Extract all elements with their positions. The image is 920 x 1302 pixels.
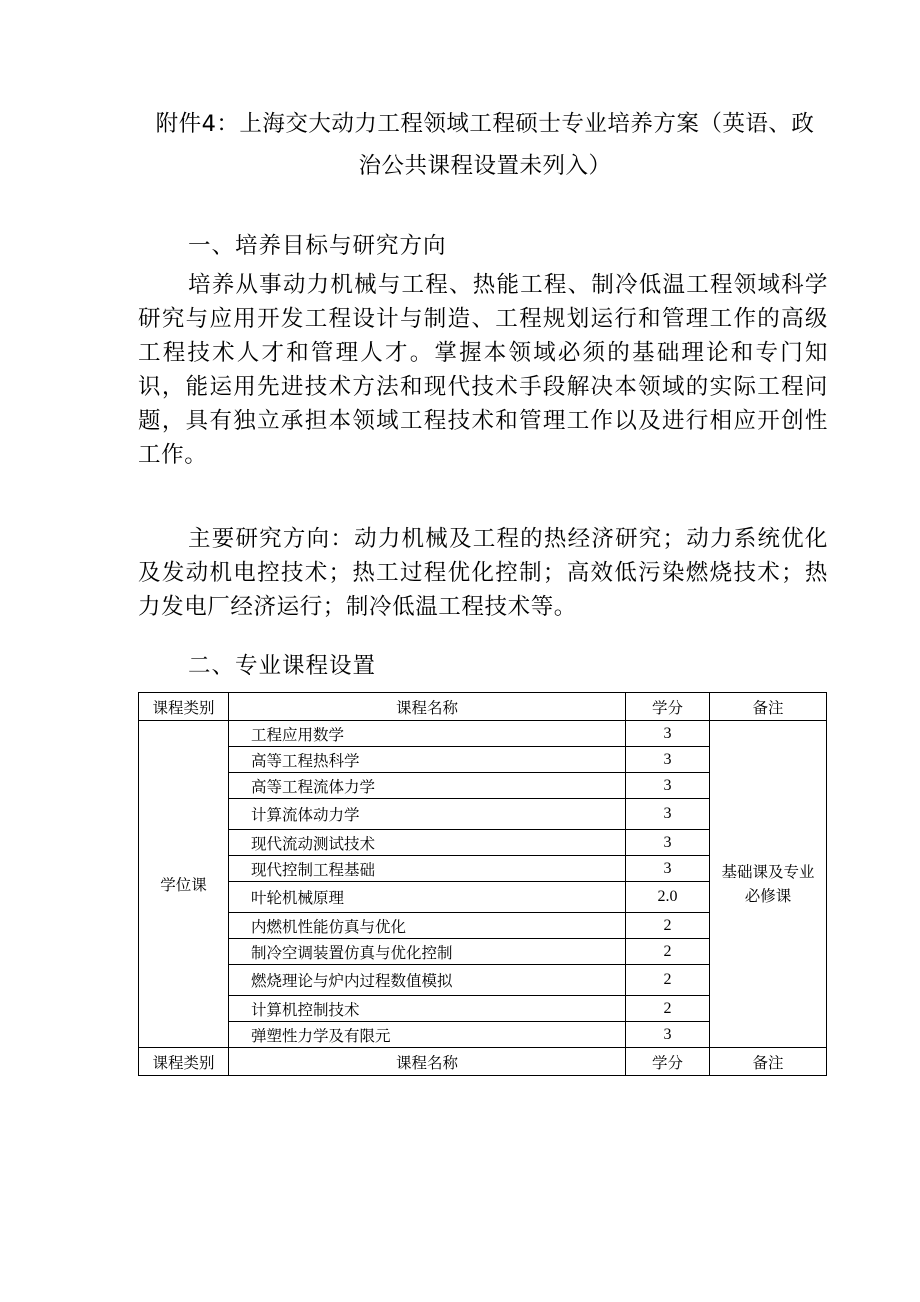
header-course-name: 课程名称: [229, 693, 626, 721]
course-name: 现代控制工程基础: [229, 856, 626, 882]
course-credit: 2: [626, 996, 710, 1022]
note-text: 基础课及专业必修课: [721, 863, 815, 905]
header-category: 课程类别: [139, 693, 229, 721]
footer-course-name: 课程名称: [229, 1048, 626, 1076]
course-credit: 3: [626, 856, 710, 882]
course-name: 计算机控制技术: [229, 996, 626, 1022]
course-name: 计算流体动力学: [229, 799, 626, 830]
course-credit: 3: [626, 721, 710, 747]
course-name: 内燃机性能仿真与优化: [229, 913, 626, 939]
course-name: 制冷空调装置仿真与优化控制: [229, 939, 626, 965]
header-note: 备注: [710, 693, 827, 721]
header-credit: 学分: [626, 693, 710, 721]
course-name: 弹塑性力学及有限元: [229, 1022, 626, 1048]
course-name: 高等工程流体力学: [229, 773, 626, 799]
course-name: 燃烧理论与炉内过程数值模拟: [229, 965, 626, 996]
category-cell: 学位课: [139, 721, 229, 1048]
course-name: 叶轮机械原理: [229, 882, 626, 913]
course-credit: 3: [626, 773, 710, 799]
course-name: 工程应用数学: [229, 721, 626, 747]
title-line-2: 治公共课程设置未列入）: [358, 153, 612, 179]
table-footer-header-row: [139, 1048, 827, 1076]
section-1-paragraph-2: 主要研究方向：动力机械及工程的热经济研究；动力系统优化及发动机电控技术；热工过程优化控制；高效低污染燃烧技术；热力发电厂经济运行；制冷低温工程技术等。: [138, 526, 828, 620]
course-credit: 2.0: [626, 882, 710, 913]
course-table: [138, 692, 827, 1076]
note-cell: [710, 721, 827, 1048]
course-name: 现代流动测试技术: [229, 830, 626, 856]
section-1-paragraph-1: 培养从事动力机械与工程、热能工程、制冷低温工程领域科学研究与应用开发工程设计与制造、工程规划运行和管理工作的高级工程技术人才和管理人才。掌握本领域必须的基础理论和专门知识，能运用先进技术方法和现代技术手段解决本领域的实际工程问题，具有独立承担本领域工程技术和管理工作以及进行相应开创性工作。: [138, 272, 828, 468]
course-credit: 3: [626, 830, 710, 856]
course-credit: 3: [626, 747, 710, 773]
footer-category: 课程类别: [139, 1048, 229, 1076]
section-1-heading: 一、培养目标与研究方向: [188, 233, 447, 259]
title-line-1: 附件4：上海交大动力工程领域工程硕士专业培养方案（英语、政: [155, 111, 815, 137]
table-header-row: [139, 693, 827, 721]
table-row: [139, 721, 827, 747]
document-title: [120, 103, 850, 187]
course-credit: 3: [626, 799, 710, 830]
footer-credit: 学分: [626, 1048, 710, 1076]
course-credit: 2: [626, 939, 710, 965]
course-credit: 2: [626, 913, 710, 939]
footer-note: 备注: [710, 1048, 827, 1076]
course-name: 高等工程热科学: [229, 747, 626, 773]
section-2-heading: 二、专业课程设置: [188, 653, 377, 679]
course-credit: 2: [626, 965, 710, 996]
course-credit: 3: [626, 1022, 710, 1048]
